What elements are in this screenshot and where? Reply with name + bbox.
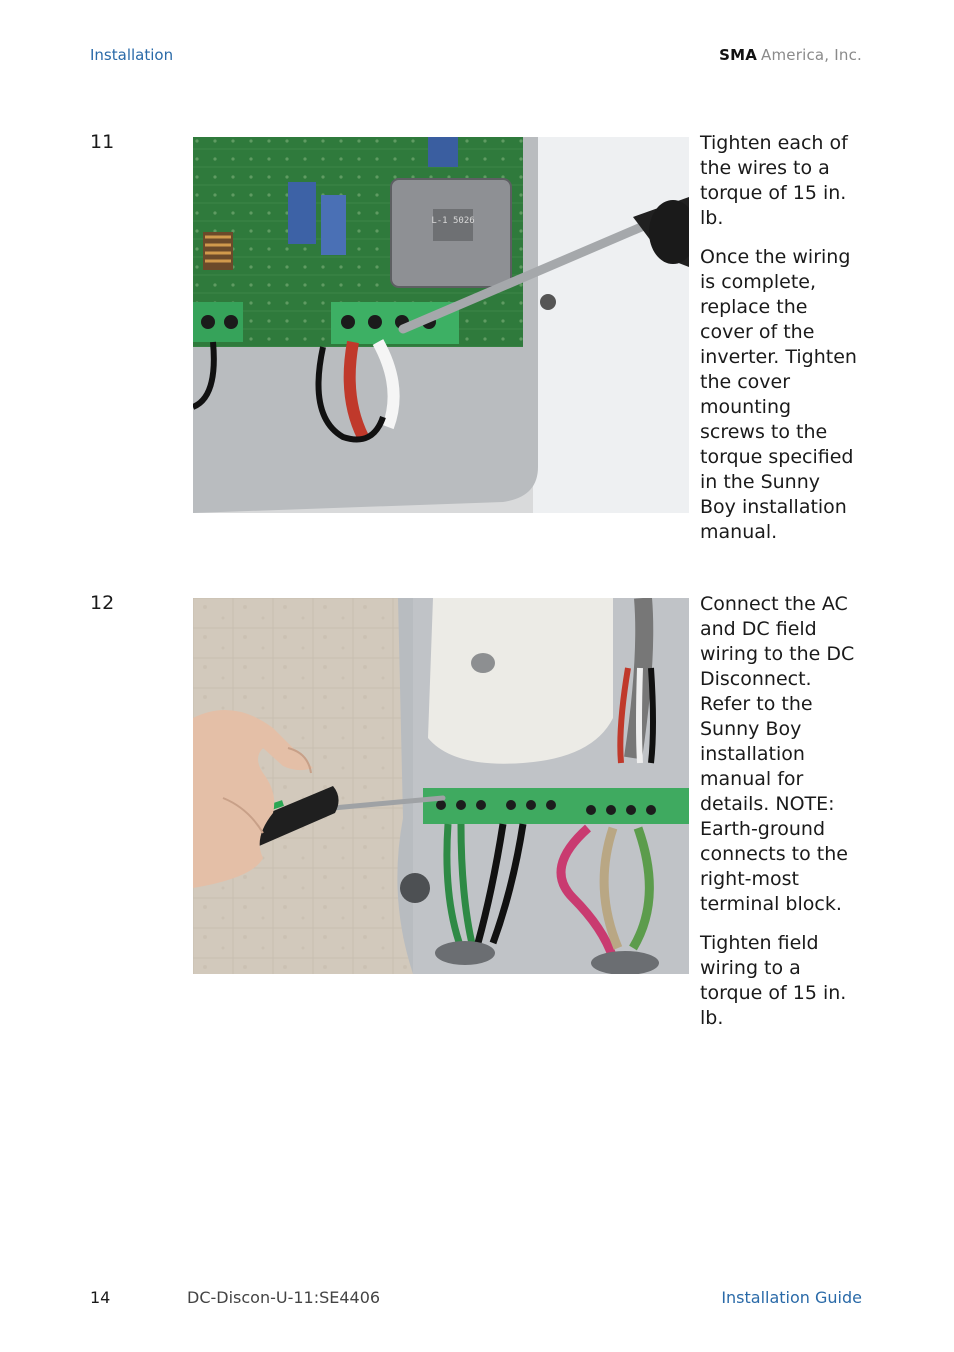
inverter-wiring-illustration [193,137,689,513]
relay-label: L-1 5026 [431,216,475,226]
step-12-photo [193,598,689,974]
page-number: 14 [90,1288,111,1307]
company-name: America, Inc. [761,46,862,64]
dc-disconnect-wiring-illustration [193,598,689,974]
step-11-paragraph-2: Once the wiring is complete, replace the cover of the inverter. Tighten the cover mounting screws to the torque specified in the Sunny Boy installation manual. [700,246,857,543]
step-11-text [700,131,860,559]
step-11-photo [193,137,689,513]
document-code: DC-Discon-U-11:SE4406 [187,1288,381,1307]
step-12-paragraph-1: Connect the AC and DC field wiring to the DC Disconnect. Refer to the Sunny Boy installation manual for details. NOTE: Earth-ground connects to the right-most terminal block. [700,593,855,915]
footer-guide-title: Installation Guide [721,1288,862,1307]
step-11-number: 11 [90,131,115,153]
header-company [719,46,862,64]
step-12-text [700,592,860,1045]
header-section: Installation [90,46,174,64]
step-12-paragraph-2: Tighten field wiring to a torque of 15 in. lb. [700,932,847,1029]
brand-name: SMA [719,46,758,64]
step-11-paragraph-1: Tighten each of the wires to a torque of 15 in. lb. [700,132,848,229]
step-12-number: 12 [90,592,115,614]
